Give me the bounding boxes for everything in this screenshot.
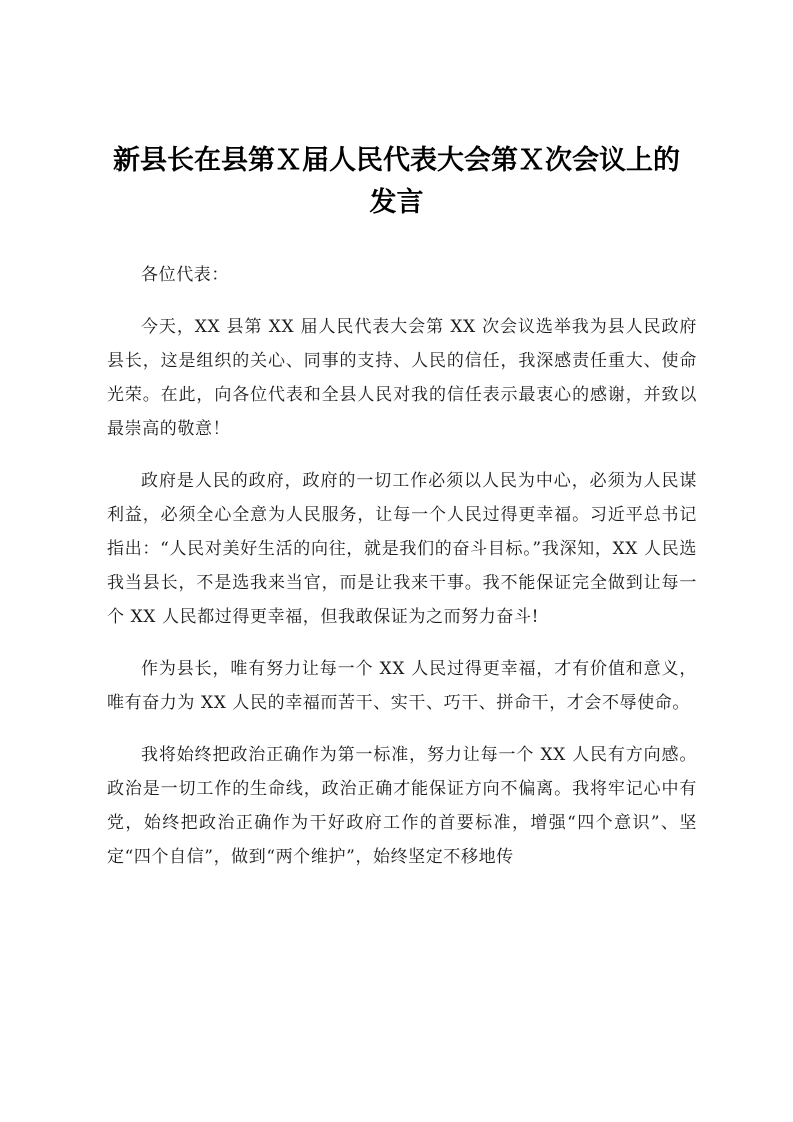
salutation-paragraph: 各位代表： (141, 265, 229, 285)
document-title: 新县长在县第Ｘ届人民代表大会第Ｘ次会议上的发言 (113, 145, 680, 218)
body-paragraph: 我将始终把政治正确作为第一标准，努力让每一个 XX 人民有方向感。政治是一切工作的生命线，政治正确才能保证方向不偏离。我将牢记心中有党，始终把政治正确作为干好政府工作的首要标准，增强“四个意识”、坚定“四个自信”，做到“两个维护”，始终坚定不移地传 (107, 745, 697, 867)
body-paragraph: 作为县长，唯有努力让每一个 XX 人民过得更幸福，才有价值和意义，唯有奋力为 XX 人民的幸福而苦干、实干、巧干、拼命干，才会不辱使命。 (107, 659, 697, 713)
document-body (107, 258, 697, 892)
body-paragraph: 政府是人民的政府，政府的一切工作必须以人民为中心，必须为人民谋利益，必须全心全意为人民服务，让每一个人民过得更幸福。习近平总书记指出：“人民对美好生活的向往，就是我们的奋斗目标。”我深知，XX 人民选我当县长，不是选我来当官，而是让我来干事。我不能保证完全做到让每一个 XX 人民都过得更幸福，但我敢保证为之而努力奋斗! (107, 471, 697, 627)
body-paragraph: 今天，XX 县第 XX 届人民代表大会第 XX 次会议选举我为县人民政府县长，这是组织的关心、同事的支持、人民的信任，我深感责任重大、使命光荣。在此，向各位代表和全县人民对我的信任表示最衷心的感谢，并致以最崇高的敬意！ (107, 317, 697, 439)
